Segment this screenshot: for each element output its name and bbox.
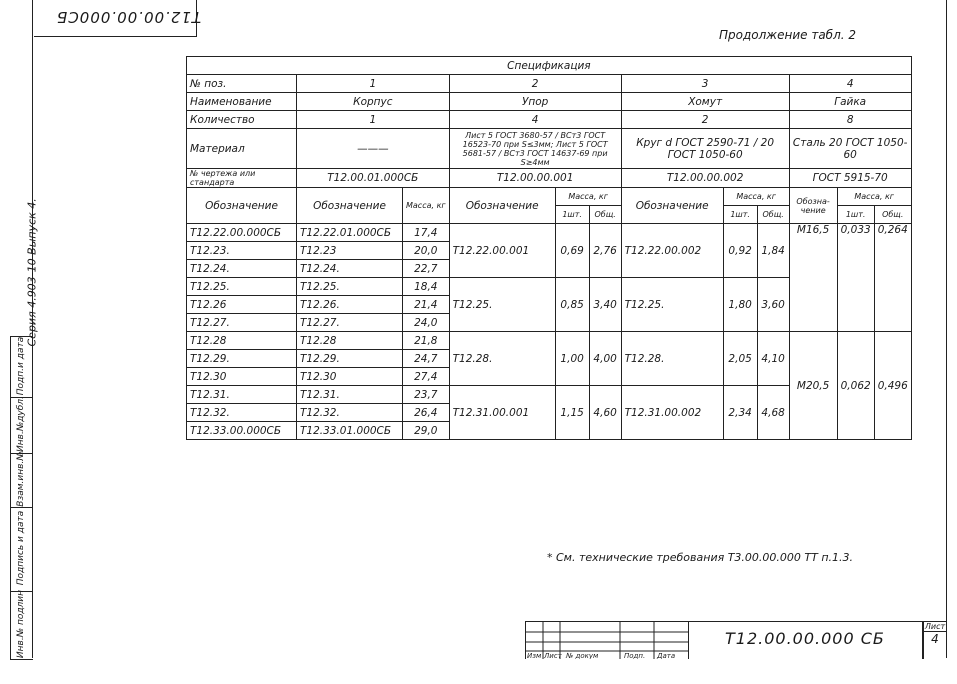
- qty-4: 8: [789, 111, 911, 129]
- table-cell: T12.22.01.000СБ: [297, 224, 403, 242]
- qty-2: 4: [449, 111, 621, 129]
- table-cell: 4,00: [589, 332, 621, 386]
- hdr-one-4: 1шт.: [837, 206, 874, 224]
- table-cell: T12.25.: [297, 278, 403, 296]
- hdr-total-4: Общ.: [874, 206, 911, 224]
- table-cell: 26,4: [403, 404, 450, 422]
- table-row: [187, 224, 912, 242]
- table-cell: T12.29.: [297, 350, 403, 368]
- table-cell: M20,5: [789, 332, 837, 440]
- qty-3: 2: [621, 111, 789, 129]
- tb-sheet-number: 4: [931, 632, 939, 646]
- table-cell: T12.29.: [187, 350, 297, 368]
- table-cell: 3,60: [757, 278, 789, 332]
- table-cell: T12.24.: [187, 260, 297, 278]
- table-cell: 1,00: [555, 332, 589, 386]
- material-1: ———: [297, 129, 450, 169]
- tb-col-list: Лист: [544, 652, 562, 659]
- tb-col-doc: № докум: [566, 652, 599, 659]
- table-title: Спецификация: [187, 57, 912, 75]
- pos-1: 1: [297, 75, 450, 93]
- side-box-3: Взам.инв.№: [10, 453, 33, 508]
- table-cell: T12.28.: [449, 332, 555, 386]
- drawing-1: T12.00.01.000СБ: [297, 169, 450, 188]
- revision-grid-lines: [526, 622, 689, 659]
- title-block: [525, 621, 946, 658]
- table-cell: 27,4: [403, 368, 450, 386]
- table-cell: M16,5: [789, 224, 837, 332]
- pos-2: 2: [449, 75, 621, 93]
- side-box-5: Инв.№ подлин: [10, 591, 33, 660]
- table-cell: T12.26: [187, 296, 297, 314]
- name-row: [187, 93, 912, 111]
- tb-sheet-label: Лист: [924, 622, 946, 631]
- hdr-designation-2: Обозначение: [449, 188, 555, 224]
- hdr-mass-1: Масса, кг: [403, 188, 450, 224]
- table-cell: 0,496: [874, 332, 911, 440]
- hdr-designation-3: Обозначение: [621, 188, 723, 224]
- table-cell: T12.30: [187, 368, 297, 386]
- material-label: Материал: [187, 129, 297, 169]
- tb-sheet-cell: [922, 621, 947, 659]
- hdr-total-3: Общ.: [757, 206, 789, 224]
- tb-designation-cell: [688, 621, 924, 659]
- table-cell: T12.31.: [297, 386, 403, 404]
- table-cell: 0,264: [874, 224, 911, 332]
- table-cell: 3,40: [589, 278, 621, 332]
- table-cell: T12.32.: [297, 404, 403, 422]
- table-cell: 1,84: [757, 224, 789, 278]
- table-cell: 0,85: [555, 278, 589, 332]
- table-cell: T12.31.: [187, 386, 297, 404]
- stamp-designation: T12.00.00.000CБ: [56, 8, 202, 26]
- hdr-mass-4: Масса, кг: [837, 188, 911, 206]
- table-cell: T12.23.: [187, 242, 297, 260]
- hdr-designation: Обозначение: [187, 188, 297, 224]
- tb-designation: T12.00.00.000 СБ: [725, 629, 885, 648]
- table-cell: 22,7: [403, 260, 450, 278]
- hdr-mass-2: Масса, кг: [555, 188, 621, 206]
- table-cell: 17,4: [403, 224, 450, 242]
- table-cell: 4,68: [757, 386, 789, 440]
- table-body: [187, 224, 912, 440]
- table-cell: 21,8: [403, 332, 450, 350]
- table-cell: 1,15: [555, 386, 589, 440]
- table-cell: 23,7: [403, 386, 450, 404]
- material-3: Круг d ГОСТ 2590-71 / 20 ГОСТ 1050-60: [621, 129, 789, 169]
- right-frame-line: [946, 0, 947, 658]
- table-cell: 29,0: [403, 422, 450, 440]
- top-stamp: [34, 0, 202, 37]
- table-cell: T12.23: [297, 242, 403, 260]
- name-4: Гайка: [789, 93, 911, 111]
- tb-col-izm: Изм: [527, 652, 542, 659]
- table-cell: T12.33.00.000СБ: [187, 422, 297, 440]
- series-text: Серия 4.903-10 Выпуск 4.: [25, 198, 39, 347]
- table-cell: T12.27.: [297, 314, 403, 332]
- table-cell: 24,7: [403, 350, 450, 368]
- table-cell: 21,4: [403, 296, 450, 314]
- table-cell: T12.30: [297, 368, 403, 386]
- material-row: [187, 129, 912, 169]
- table-cell: 4,10: [757, 332, 789, 386]
- hdr-designation-1: Обозначение: [297, 188, 403, 224]
- hdr-one-3: 1шт.: [723, 206, 757, 224]
- table-cell: T12.24.: [297, 260, 403, 278]
- pos-3: 3: [621, 75, 789, 93]
- name-1: Корпус: [297, 93, 450, 111]
- drawing-2: T12.00.00.001: [449, 169, 621, 188]
- table-cell: 0,062: [837, 332, 874, 440]
- hdr-mass-3: Масса, кг: [723, 188, 789, 206]
- hdr-designation-4: Обозна-чение: [789, 188, 837, 224]
- table-cell: T12.22.00.002: [621, 224, 723, 278]
- spec-table: [186, 56, 912, 440]
- table-cell: T12.22.00.001: [449, 224, 555, 278]
- table-cell: 24,0: [403, 314, 450, 332]
- table-cell: T12.25.: [187, 278, 297, 296]
- material-2: Лист 5 ГОСТ 3680-57 / ВСт3 ГОСТ 16523-70 при S≤3мм; Лист 5 ГОСТ 5681-57 / ВСт3 ГОСТ 14637-69 при S≥4мм: [449, 129, 621, 169]
- hdr-total-2: Общ.: [589, 206, 621, 224]
- drawing-row: [187, 169, 912, 188]
- side-box-4: Подпись и дата: [10, 507, 33, 592]
- table-cell: T12.25.: [449, 278, 555, 332]
- table-cell: 2,05: [723, 332, 757, 386]
- table-cell: T12.33.01.000СБ: [297, 422, 403, 440]
- title-row: [187, 57, 912, 75]
- table-cell: T12.28: [297, 332, 403, 350]
- table-cell: T12.26.: [297, 296, 403, 314]
- table-cell: T12.27.: [187, 314, 297, 332]
- qty-label: Количество: [187, 111, 297, 129]
- table-cell: T12.32.: [187, 404, 297, 422]
- qty-1: 1: [297, 111, 450, 129]
- table-cell: 2,76: [589, 224, 621, 278]
- drawing-4: ГОСТ 5915-70: [789, 169, 911, 188]
- subheader-row-1: [187, 188, 912, 206]
- hdr-one-2: 1шт.: [555, 206, 589, 224]
- table-cell: 2,34: [723, 386, 757, 440]
- footnote: * См. технические требования T3.00.00.000 TT п.1.3.: [547, 551, 854, 564]
- pos-4: 4: [789, 75, 911, 93]
- drawing-3: T12.00.00.002: [621, 169, 789, 188]
- qty-row: [187, 111, 912, 129]
- side-box-2: Инв.№дубл.: [10, 397, 33, 454]
- table-cell: 1,80: [723, 278, 757, 332]
- drawing-label: № чертежа или стандарта: [187, 169, 297, 188]
- table-cell: T12.28: [187, 332, 297, 350]
- table-cell: 18,4: [403, 278, 450, 296]
- table-cell: 0,033: [837, 224, 874, 332]
- table-cell: 4,60: [589, 386, 621, 440]
- side-box-1: Подп.и дата: [10, 337, 33, 398]
- side-boxes: [10, 336, 32, 659]
- table-cell: 0,92: [723, 224, 757, 278]
- table-cell: 0,69: [555, 224, 589, 278]
- table-row: [187, 332, 912, 350]
- pos-row: [187, 75, 912, 93]
- pos-label: № поз.: [187, 75, 297, 93]
- table-cell: T12.31.00.002: [621, 386, 723, 440]
- name-2: Упор: [449, 93, 621, 111]
- name-3: Хомут: [621, 93, 789, 111]
- table-cell: T12.25.: [621, 278, 723, 332]
- table-cell: 20,0: [403, 242, 450, 260]
- tb-col-date: Дата: [657, 652, 676, 659]
- tb-col-sign: Подп.: [624, 652, 646, 659]
- continuation-label: Продолжение табл. 2: [719, 28, 857, 42]
- revision-grid: [525, 621, 689, 659]
- table-cell: T12.28.: [621, 332, 723, 386]
- material-4: Сталь 20 ГОСТ 1050-60: [789, 129, 911, 169]
- name-label: Наименование: [187, 93, 297, 111]
- table-cell: T12.31.00.001: [449, 386, 555, 440]
- table-cell: T12.22.00.000СБ: [187, 224, 297, 242]
